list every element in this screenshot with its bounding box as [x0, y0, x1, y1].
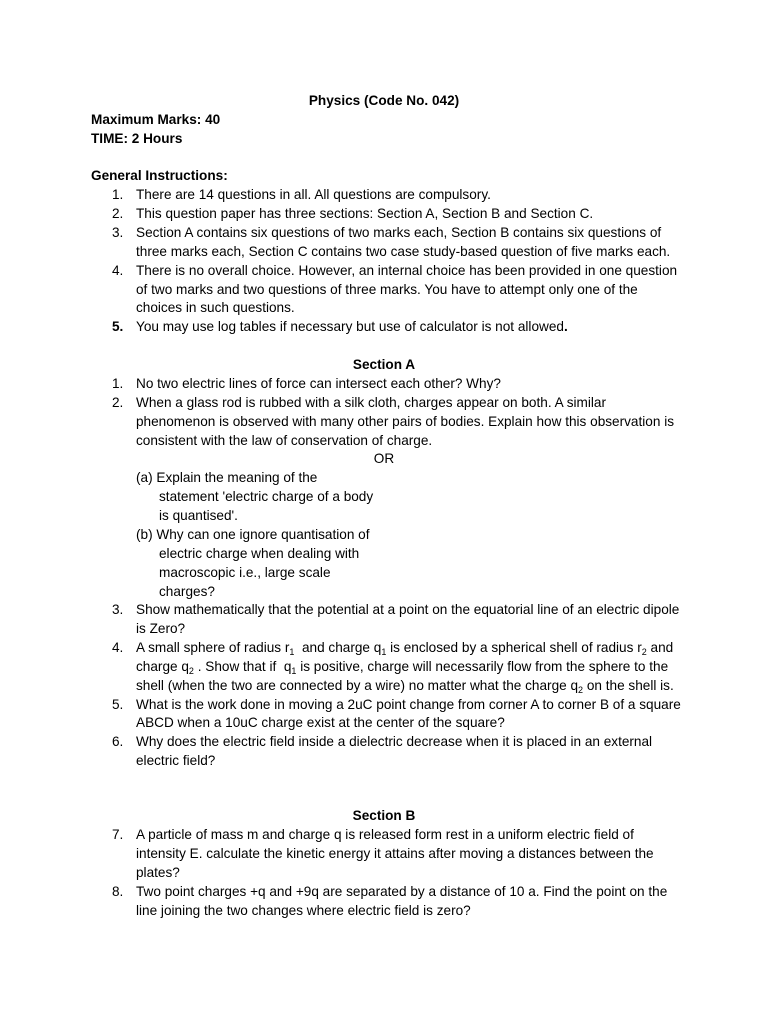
max-marks: Maximum Marks: 40	[91, 112, 221, 127]
instruction-item	[0, 262, 686, 319]
item-number: 5.	[112, 319, 124, 335]
q4-subscript: 2	[578, 684, 584, 695]
item-number: 2.	[112, 205, 124, 221]
item-text: There are 14 questions in all. All questions are compulsory.	[136, 187, 491, 202]
question-text	[136, 640, 674, 693]
instructions-list	[0, 186, 700, 337]
q4-subscript: 2	[641, 646, 647, 657]
choice-b-first: (b) Why can one ignore quantisation of	[136, 527, 370, 542]
question-text: Two point charges +q and +9q are separated by a distance of 10 a. Find the point on the line joining the two changes where electric field is zero?	[136, 883, 668, 918]
q4-part: and charge q	[294, 639, 382, 655]
question-number: 6.	[112, 734, 124, 750]
question-item	[0, 696, 686, 734]
question-text: No two electric lines of force can intersect each other? Why?	[136, 376, 501, 391]
item-number: 3.	[112, 224, 124, 240]
choice-a-rest: statement 'electric charge of a body is quantised'.	[159, 488, 374, 523]
choice-b	[136, 526, 386, 602]
paper-title: Physics (Code No. 042)	[308, 93, 460, 108]
question-item	[0, 601, 686, 639]
question-number: 5.	[112, 696, 124, 712]
section-b-title: Section B	[352, 808, 416, 823]
q4-subscript: 1	[381, 646, 387, 657]
choice-a	[136, 469, 386, 526]
time-limit: TIME: 2 Hours	[91, 131, 183, 146]
q4-part: A small sphere of radius r	[136, 639, 290, 655]
q4-subscript: 2	[188, 665, 194, 676]
section-b-questions	[0, 826, 700, 921]
item-end: .	[563, 319, 568, 335]
instructions-heading: General Instructions:	[91, 168, 228, 183]
question-item	[0, 883, 686, 921]
question-number: 7.	[112, 827, 124, 842]
question-text: A particle of mass m and charge q is released form rest in a uniform electric field of intensity E. calculate the kinetic energy it attains after moving a distances between the plates?	[136, 827, 654, 880]
question-item	[0, 375, 686, 394]
instruction-item	[0, 186, 686, 205]
section-a-questions-2	[0, 601, 700, 771]
question-text: When a glass rod is rubbed with a silk cloth, charges appear on both. A similar phenomenon is observed with many other pairs of bodies. Explain how this observation is consistent with the law of conservation of charge.	[136, 394, 675, 448]
item-text: There is no overall choice. However, an internal choice has been provided in one question of two marks and two questions of three marks. You have to attempt only one of the choices in such questions.	[136, 262, 678, 316]
q4-part: and charge q	[136, 639, 674, 674]
question-number: 4.	[112, 639, 124, 655]
choice-b-rest: electric charge when dealing with macroscopic i.e., large scale charges?	[159, 545, 360, 599]
question-number: 3.	[112, 602, 124, 617]
question-number: 2.	[112, 394, 124, 410]
instruction-item	[0, 224, 686, 262]
choice-a-first: (a) Explain the meaning of the	[136, 470, 318, 485]
instruction-item	[0, 205, 686, 224]
question-item	[0, 639, 686, 696]
question-text: Show mathematically that the potential at a point on the equatorial line of an electric dipole is Zero?	[136, 602, 680, 636]
item-text: This question paper has three sections: Section A, Section B and Section C.	[136, 205, 594, 221]
section-a-title: Section A	[352, 357, 416, 372]
question-text: What is the work done in moving a 2uC point change from corner A to corner B of a square ABCD when a 10uC charge exist at the center of the square?	[136, 696, 681, 731]
question-item	[0, 733, 686, 771]
item-text: Section A contains six questions of two marks each, Section B contains six questions of three marks each, Section C contains two case study-based question of five marks each.	[136, 224, 671, 259]
or-divider: OR	[373, 451, 395, 466]
item-number: 1.	[112, 187, 124, 202]
q4-part: . Show that if q	[193, 658, 292, 674]
q4-subscript: 1	[289, 646, 295, 657]
question-text: Why does the electric field inside a dielectric decrease when it is placed in an external electric field?	[136, 734, 653, 769]
item-text: You may use log tables if necessary but use of calculator is not allowed	[136, 319, 564, 335]
q4-subscript: 1	[291, 665, 297, 676]
instruction-item	[0, 318, 686, 337]
q4-part: is enclosed by a spherical shell of radius r	[386, 639, 642, 655]
question-number: 1.	[112, 376, 124, 391]
question-number: 8.	[112, 883, 124, 899]
section-a-questions-1	[0, 375, 700, 451]
item-number: 4.	[112, 262, 124, 278]
question-item	[0, 826, 686, 883]
question-item	[0, 394, 686, 451]
q4-part: is positive, charge will necessarily flow from the sphere to the shell (when the two are connected by a wire) no matter what the charge q	[136, 658, 669, 693]
q4-part: on the shell is.	[583, 677, 674, 693]
